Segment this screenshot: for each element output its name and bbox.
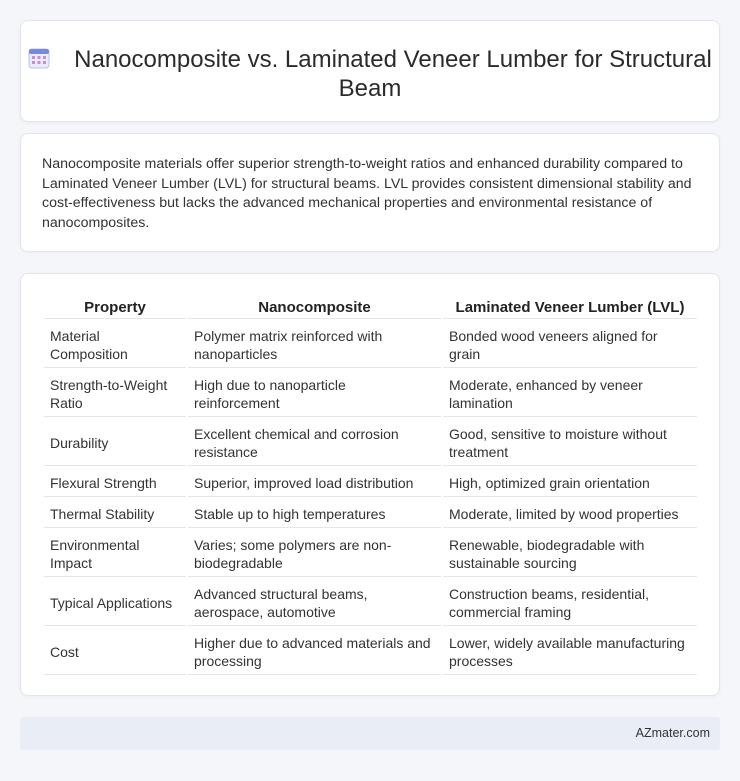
table-cell-lvl: High, optimized grain orientation xyxy=(443,468,697,497)
table-cell-property: Typical Applications xyxy=(44,579,186,626)
table-row xyxy=(44,499,697,528)
table-cell-lvl: Good, sensitive to moisture without treatment xyxy=(443,419,697,466)
table-cell-lvl: Moderate, limited by wood properties xyxy=(443,499,697,528)
title-card xyxy=(20,20,720,122)
table-cell-nanocomposite: Stable up to high temperatures xyxy=(188,499,441,528)
table-cell-lvl: Bonded wood veneers aligned for grain xyxy=(443,321,697,368)
table-row xyxy=(44,530,697,577)
table-cell-property: Material Composition xyxy=(44,321,186,368)
table-cell-property: Durability xyxy=(44,419,186,466)
table-cell-property: Strength-to-Weight Ratio xyxy=(44,370,186,417)
page-title-wrapper xyxy=(21,45,719,103)
table-row xyxy=(44,468,697,497)
summary-text: Nanocomposite materials offer superior strength-to-weight ratios and enhanced durability compared to Laminated Veneer Lumber (LVL) for structural beams. LVL provides consistent dimensional stability and cost-effectiveness but lacks the advanced mechanical properties and environmental resistance of nanocomposites. xyxy=(42,156,692,231)
table-cell-nanocomposite: Higher due to advanced materials and processing xyxy=(188,628,441,675)
calendar-icon xyxy=(28,47,50,69)
footer-brand-link[interactable]: AZmater.com xyxy=(635,726,710,740)
table-row xyxy=(44,370,697,417)
table-cell-nanocomposite: Advanced structural beams, aerospace, automotive xyxy=(188,579,441,626)
table-cell-property: Flexural Strength xyxy=(44,468,186,497)
table-cell-nanocomposite: Excellent chemical and corrosion resistance xyxy=(188,419,441,466)
page-title: Nanocomposite vs. Laminated Veneer Lumber for Structural Beam xyxy=(74,46,712,102)
table-cell-nanocomposite: Polymer matrix reinforced with nanoparticles xyxy=(188,321,441,368)
table-cell-lvl: Moderate, enhanced by veneer lamination xyxy=(443,370,697,417)
table-row xyxy=(44,628,697,675)
table-cell-property: Thermal Stability xyxy=(44,499,186,528)
table-cell-lvl: Lower, widely available manufacturing processes xyxy=(443,628,697,675)
footer xyxy=(20,717,720,750)
comparison-table xyxy=(42,294,699,677)
comparison-table-card xyxy=(20,273,720,696)
table-row xyxy=(44,579,697,626)
table-cell-nanocomposite: Varies; some polymers are non-biodegradable xyxy=(188,530,441,577)
table-header-row xyxy=(44,296,697,319)
table-cell-lvl: Renewable, biodegradable with sustainable sourcing xyxy=(443,530,697,577)
table-cell-nanocomposite: High due to nanoparticle reinforcement xyxy=(188,370,441,417)
table-cell-lvl: Construction beams, residential, commercial framing xyxy=(443,579,697,626)
column-header-property: Property xyxy=(44,296,186,319)
table-cell-property: Cost xyxy=(44,628,186,675)
summary-card xyxy=(20,133,720,252)
column-header-nanocomposite: Nanocomposite xyxy=(188,296,441,319)
table-row xyxy=(44,419,697,466)
table-cell-nanocomposite: Superior, improved load distribution xyxy=(188,468,441,497)
column-header-lvl: Laminated Veneer Lumber (LVL) xyxy=(443,296,697,319)
table-cell-property: Environmental Impact xyxy=(44,530,186,577)
table-row xyxy=(44,321,697,368)
